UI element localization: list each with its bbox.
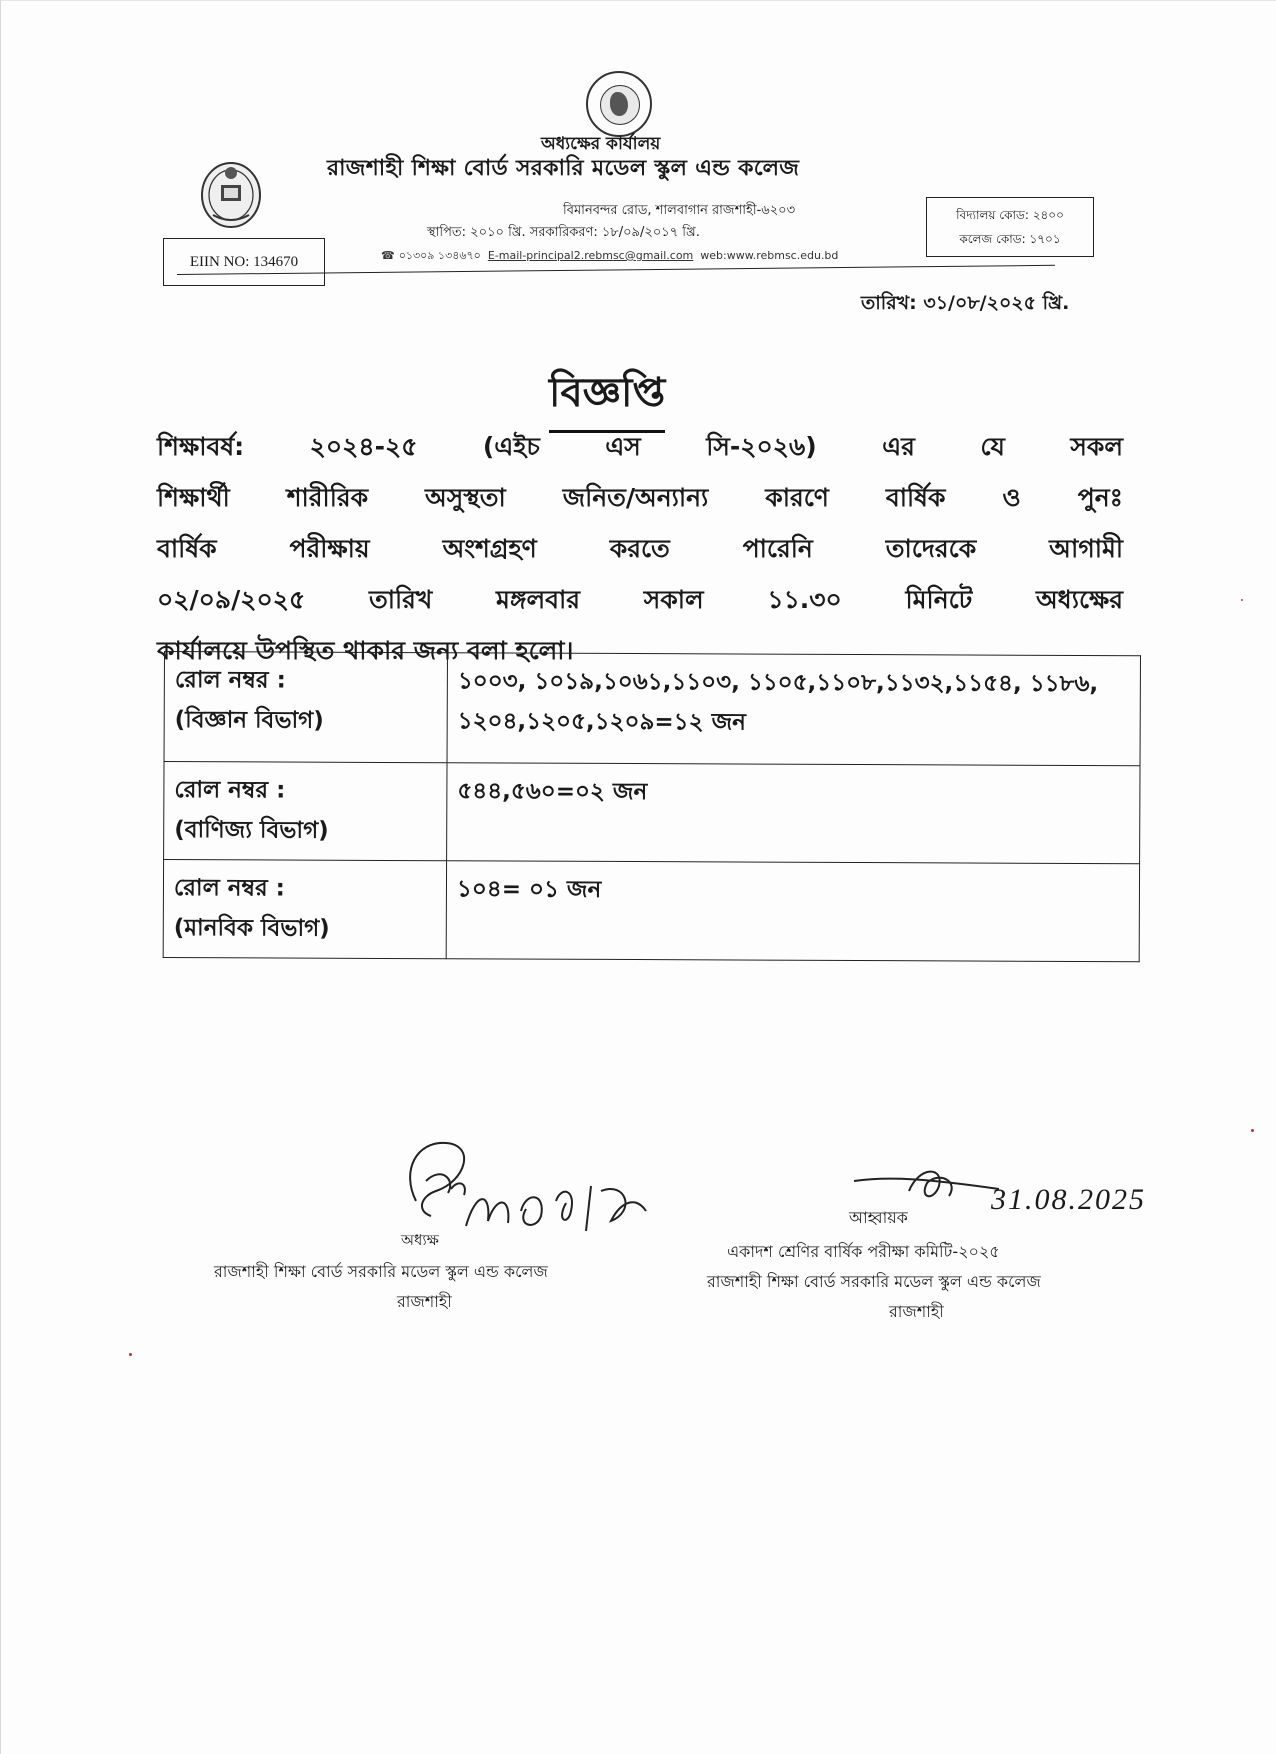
convener-city: রাজশাহী (889, 1302, 944, 1321)
notice-date: তারিখ: ৩১/০৮/২০২৫ খ্রি. (861, 292, 1070, 314)
notice-line: ০২/০৯/২০২৫ তারিখ মঙ্গলবার সকাল ১১.৩০ মিনিটে অধ্যক্ষের (157, 585, 1123, 614)
principal-title: অধ্যক্ষ (401, 1231, 439, 1249)
roll-numbers-line: ১২০৪,১২০৫,১২০৯=১২ জন (457, 708, 746, 736)
notice-line: শিক্ষার্থী শারীরিক অসুস্থতা জনিত/অন্যান্য কারণে বার্ষিক ও পুনঃ (157, 483, 1123, 512)
notice-title: বিজ্ঞপ্তি (549, 361, 665, 433)
handwritten-date: 31.08.2025 (991, 1183, 1146, 1216)
convener-signature (849, 1161, 1009, 1211)
established-info: স্থাপিত: ২০১০ খ্রি. সরকারিকরণ: ১৮/০৯/২০১৭ খ্রি. (427, 225, 700, 240)
row-label (164, 762, 447, 861)
table-row-humanities (163, 860, 1139, 962)
eiin-box: EIIN NO: 134670 (163, 238, 325, 286)
row-label (164, 652, 447, 763)
row-label (163, 860, 446, 959)
row-label-department: (মানবিক বিভাগ) (173, 915, 330, 942)
committee-name: একাদশ শ্রেণির বার্ষিক পরীক্ষা কমিটি-২০২৫ (727, 1242, 1000, 1261)
school-name: রাজশাহী শিক্ষা বোর্ড সরকারি মডেল স্কুল এন্ড কলেজ (327, 156, 800, 181)
row-label-title: রোল নম্বর : (174, 667, 286, 694)
government-seal-icon (586, 71, 652, 137)
notice-line: শিক্ষাবর্ষ: ২০২৪-২৫ (এইচ এস সি-২০২৬) এর যে সকল (157, 432, 1123, 461)
convener-title: আহ্বায়ক (849, 1208, 908, 1227)
notice-line: কার্যালয়ে উপস্থিত থাকার জন্য বলা হলো। (157, 636, 574, 665)
website: web:www.rebmsc.edu.bd (700, 249, 839, 262)
phone-icon: ☎ (381, 249, 395, 262)
contact-line (381, 247, 838, 266)
school-address: বিমানবন্দর রোড, শালবাগান রাজশাহী-৬২০৩ (563, 203, 796, 218)
scan-speck (1241, 599, 1243, 601)
row-values (447, 653, 1140, 766)
row-label-department: (বিজ্ঞান বিভাগ) (174, 707, 324, 734)
roll-number-table (163, 651, 1141, 962)
row-label-department: (বাণিজ্য বিভাগ) (174, 817, 329, 844)
row-label-title: রোল নম্বর : (173, 875, 285, 902)
school-code: বিদ্যালয় কোড: ২৪০০ (956, 208, 1064, 222)
principal-organization: রাজশাহী শিক্ষা বোর্ড সরকারি মডেল স্কুল এন্ড কলেজ (214, 1262, 548, 1281)
table-row-science (164, 652, 1140, 766)
scan-speck (1251, 1129, 1254, 1132)
row-values (447, 763, 1140, 864)
row-values (446, 861, 1139, 962)
notice-line: বার্ষিক পরীক্ষায় অংশগ্রহণ করতে পারেনি তাদেরকে আগামী (157, 534, 1123, 563)
email-address: E-mail-principal2.rebmsc@gmail.com (487, 249, 694, 262)
scan-speck (129, 1353, 132, 1356)
college-code: কলেজ কোড: ১৭০১ (959, 232, 1061, 246)
notice-body (157, 421, 1123, 676)
roll-numbers-line: ১০০৩, ১০১৯,১০৬১,১১০৩, ১১০৫,১১০৮,১১৩২,১১৫৪, ১১৮৬, (457, 668, 1099, 698)
table-row-commerce (164, 762, 1140, 864)
institution-code-box (926, 197, 1094, 257)
school-logo-icon (199, 159, 263, 229)
roll-numbers-line: ৫৪৪,৫৬০=০২ জন (457, 778, 648, 806)
convener-organization: রাজশাহী শিক্ষা বোর্ড সরকারি মডেল স্কুল এন্ড কলেজ (707, 1272, 1041, 1291)
principal-city: রাজশাহী (397, 1292, 452, 1311)
principal-signature (396, 1131, 656, 1241)
phone-number: ০১৩০৯ ১৩৪৬৭০ (398, 249, 481, 262)
office-title: অধ্যক্ষের কার্যালয় (541, 134, 661, 154)
row-label-title: রোল নম্বর : (174, 777, 286, 804)
roll-numbers-line: ১০৪= ০১ জন (456, 876, 602, 903)
